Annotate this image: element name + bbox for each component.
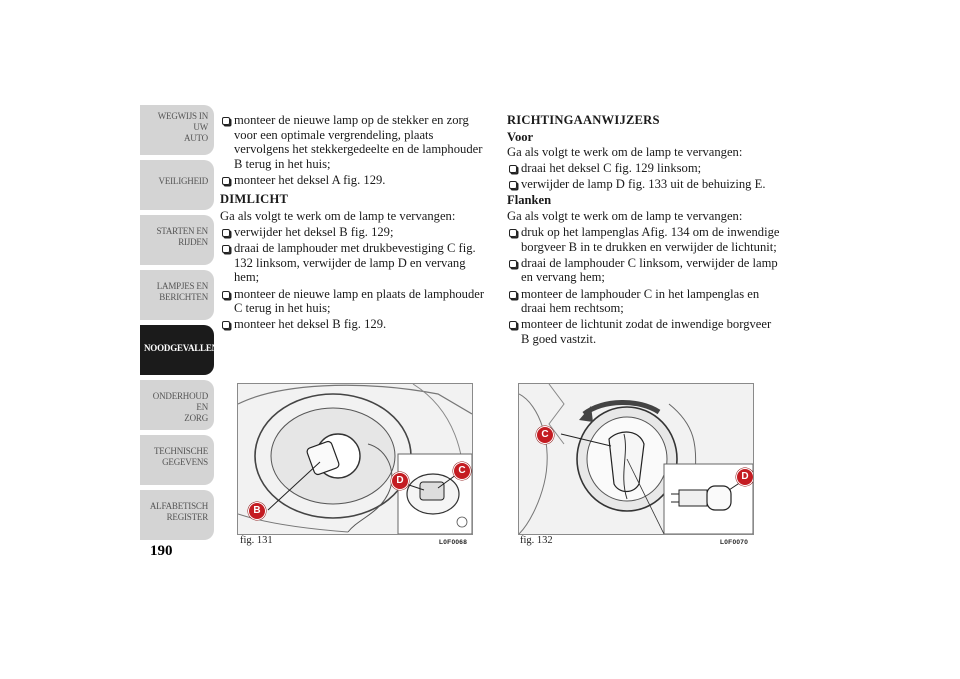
figure-caption: fig. 132 [520,535,553,546]
tab-label: AUTO [183,133,208,143]
callout-d: D [736,468,754,486]
tab-technische[interactable] [140,435,214,485]
list-item: monteer het deksel B fig. 129. [220,317,490,332]
tab-noodgevallen[interactable] [140,325,218,375]
tab-label: WEGWIJS IN UW [157,111,208,132]
lamp-holder-illustration [519,384,753,534]
tab-label: REGISTER [166,512,208,522]
list-item: verwijder het deksel B fig. 129; [220,225,490,240]
figure-lamp-holder [518,383,754,535]
figure-headlamp-rear [237,383,473,535]
intro-text: Ga als volgt te werk om de lamp te vervangen: [507,145,743,160]
intro-text: Ga als volgt te werk om de lamp te vervangen: [220,209,456,224]
list-item: verwijder de lamp D fig. 133 uit de behuizing E. [507,177,782,192]
tab-lampjes[interactable] [140,270,214,320]
right-text-column [507,113,782,348]
tab-veiligheid[interactable] [140,160,214,210]
intro-text: Ga als volgt te werk om de lamp te vervangen: [507,209,743,224]
list-item: monteer het deksel A fig. 129. [220,173,490,188]
list-item: druk op het lampenglas Afig. 134 om de inwendige borgveer B in te drukken en verwijder de lichtunit; [507,225,782,254]
callout-c: C [453,462,471,480]
subheading: Flanken [507,193,552,208]
tab-label: ZORG [184,413,208,423]
subheading: Voor [507,129,534,144]
tab-label: ALFABETISCH [149,501,208,511]
list-item: monteer de lamphouder C in het lampenglas en draai hem rechtsom; [507,287,782,316]
headlamp-illustration [238,384,472,534]
list-item: monteer de nieuwe lamp op de stekker en zorg voor een optimale vergrendeling, plaats vervolgens het stekkergedeelte en de lamphouder B terug in het huis; [220,113,490,171]
list-item: draai de lamphouder met drukbevestiging C fig. 132 linksom, verwijder de lamp D en vervang hem; [220,241,490,285]
section-heading: DIMLICHT [220,192,289,207]
figure-code: L0F0070 [720,539,749,546]
callout-d: D [391,472,409,490]
figure-caption: fig. 131 [240,535,273,546]
figure-code: L0F0068 [439,539,468,546]
tab-onderhoud[interactable] [140,380,214,430]
page-number: 190 [150,543,173,559]
tab-label: VEILIGHEID [158,176,208,186]
list-item: draai de lamphouder C linksom, verwijder de lamp en vervang hem; [507,256,782,285]
tab-alfabetisch[interactable] [140,490,214,540]
list-item: monteer de nieuwe lamp en plaats de lamphouder C terug in het huis; [220,287,490,316]
tab-starten[interactable] [140,215,214,265]
tab-label: LAMPJES EN [156,281,208,291]
tab-label: RIJDEN [178,237,208,247]
tab-label: NOODGEVALLEN [144,343,218,353]
tab-label: ONDERHOUD EN [152,391,208,412]
tab-label: GEGEVENS [162,457,208,467]
tab-label: STARTEN EN [156,226,208,236]
callout-c: C [536,426,554,444]
tab-label: TECHNISCHE [154,446,208,456]
section-heading: RICHTINGAANWIJZERS [507,113,660,127]
left-text-column [220,113,490,333]
tab-label: BERICHTEN [159,292,208,302]
callout-b: B [248,502,266,520]
tab-wegwijs[interactable] [140,105,214,155]
list-item: monteer de lichtunit zodat de inwendige borgveer B goed vastzit. [507,317,782,346]
list-item: draai het deksel C fig. 129 linksom; [507,161,782,176]
